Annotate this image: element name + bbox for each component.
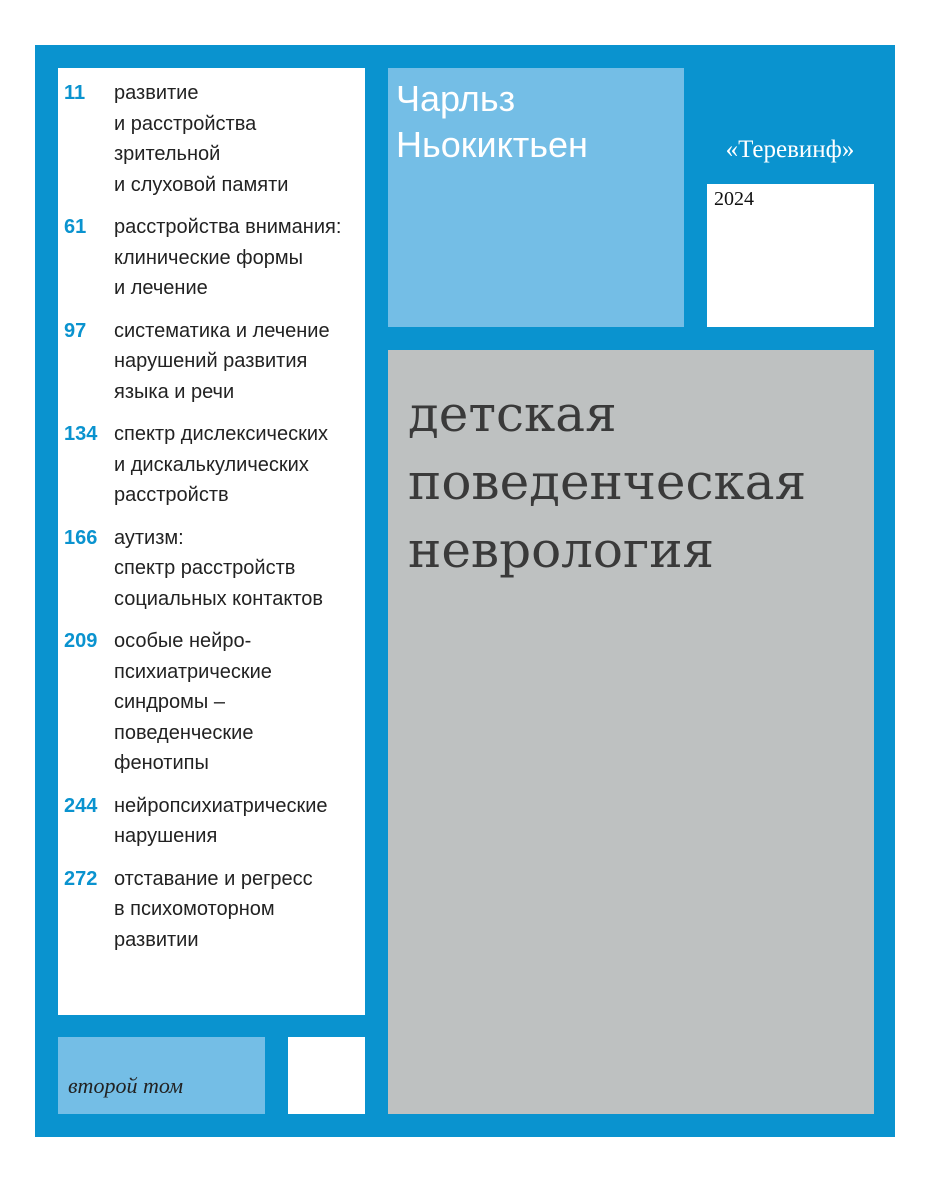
- toc-entry: [64, 523, 365, 615]
- toc-entry-title: [114, 791, 328, 852]
- toc-line: нарушения: [114, 825, 218, 847]
- toc-page-number: 61: [64, 216, 87, 238]
- toc-entry: [64, 419, 365, 511]
- volume-box: [58, 1037, 265, 1114]
- author-first-name: Чарльз: [396, 78, 516, 119]
- toc-entry-title: [114, 212, 341, 304]
- toc-page-number: 244: [64, 794, 98, 817]
- toc-entry: [64, 791, 365, 852]
- author-last-name: Ньокиктьен: [396, 124, 588, 165]
- toc-line: спектр дислексических: [114, 423, 329, 445]
- toc-entry-title: [114, 864, 313, 956]
- toc-entry: [64, 78, 365, 200]
- author-name: [396, 76, 588, 168]
- toc-line: и дискалькулических: [114, 453, 309, 476]
- author-box: [388, 68, 684, 327]
- toc-page-number: 209: [64, 630, 98, 652]
- toc-line: зрительной: [114, 143, 221, 165]
- toc-line: нейропсихиатрические: [114, 794, 328, 817]
- toc-entry: [64, 626, 365, 779]
- toc-line: нарушений развития: [114, 350, 308, 372]
- decorative-square: [288, 1037, 365, 1114]
- toc-line: и лечение: [114, 277, 208, 299]
- toc-line: языка и речи: [114, 380, 235, 403]
- title-box: [388, 350, 874, 1114]
- toc-line: клинические формы: [114, 246, 304, 269]
- title-line: детская: [408, 385, 617, 443]
- toc-line: синдромы –: [114, 691, 225, 713]
- volume-label: второй том: [68, 1073, 184, 1098]
- toc-line: социальных контактов: [114, 587, 324, 610]
- publication-year: 2024: [714, 188, 754, 210]
- toc-entry: [64, 316, 365, 408]
- toc-page-number: 166: [64, 526, 98, 549]
- toc-entry-title: [114, 626, 272, 779]
- title-line: неврология: [408, 521, 715, 579]
- toc-line: расстройства внимания:: [114, 216, 342, 238]
- toc-line: в психомоторном: [114, 898, 275, 920]
- toc-entry: [64, 212, 365, 304]
- book-title: [408, 380, 806, 584]
- toc-page-number: 134: [64, 423, 98, 445]
- toc-line: и слуховой памяти: [114, 173, 289, 196]
- toc-page-number: 11: [64, 82, 86, 104]
- toc-line: фенотипы: [114, 752, 209, 774]
- toc-line: и расстройства: [114, 112, 257, 135]
- toc-line: развитии: [114, 928, 199, 951]
- toc-entry-title: [114, 78, 288, 200]
- toc-entry-title: [114, 523, 323, 615]
- toc-entry-title: [114, 316, 330, 408]
- toc-line: поведенческие: [114, 721, 254, 744]
- toc-line: психиатрические: [114, 660, 272, 683]
- toc-page-number: 272: [64, 867, 98, 890]
- toc-entry-title: [114, 419, 328, 511]
- toc-line: отставание и регресс: [114, 867, 313, 890]
- toc-line: спектр расстройств: [114, 557, 296, 579]
- year-box: [707, 184, 874, 327]
- toc-page-number: 97: [64, 319, 87, 342]
- toc-entry: [64, 864, 365, 956]
- toc-line: развитие: [114, 82, 199, 104]
- toc-line: особые нейро-: [114, 630, 252, 652]
- toc-line: расстройств: [114, 484, 229, 506]
- publisher-name: «Теревинф»: [725, 136, 855, 163]
- toc-line: систематика и лечение: [114, 319, 330, 342]
- title-line: поведенческая: [408, 453, 807, 511]
- table-of-contents: [58, 68, 365, 1015]
- toc-line: аутизм:: [114, 526, 184, 549]
